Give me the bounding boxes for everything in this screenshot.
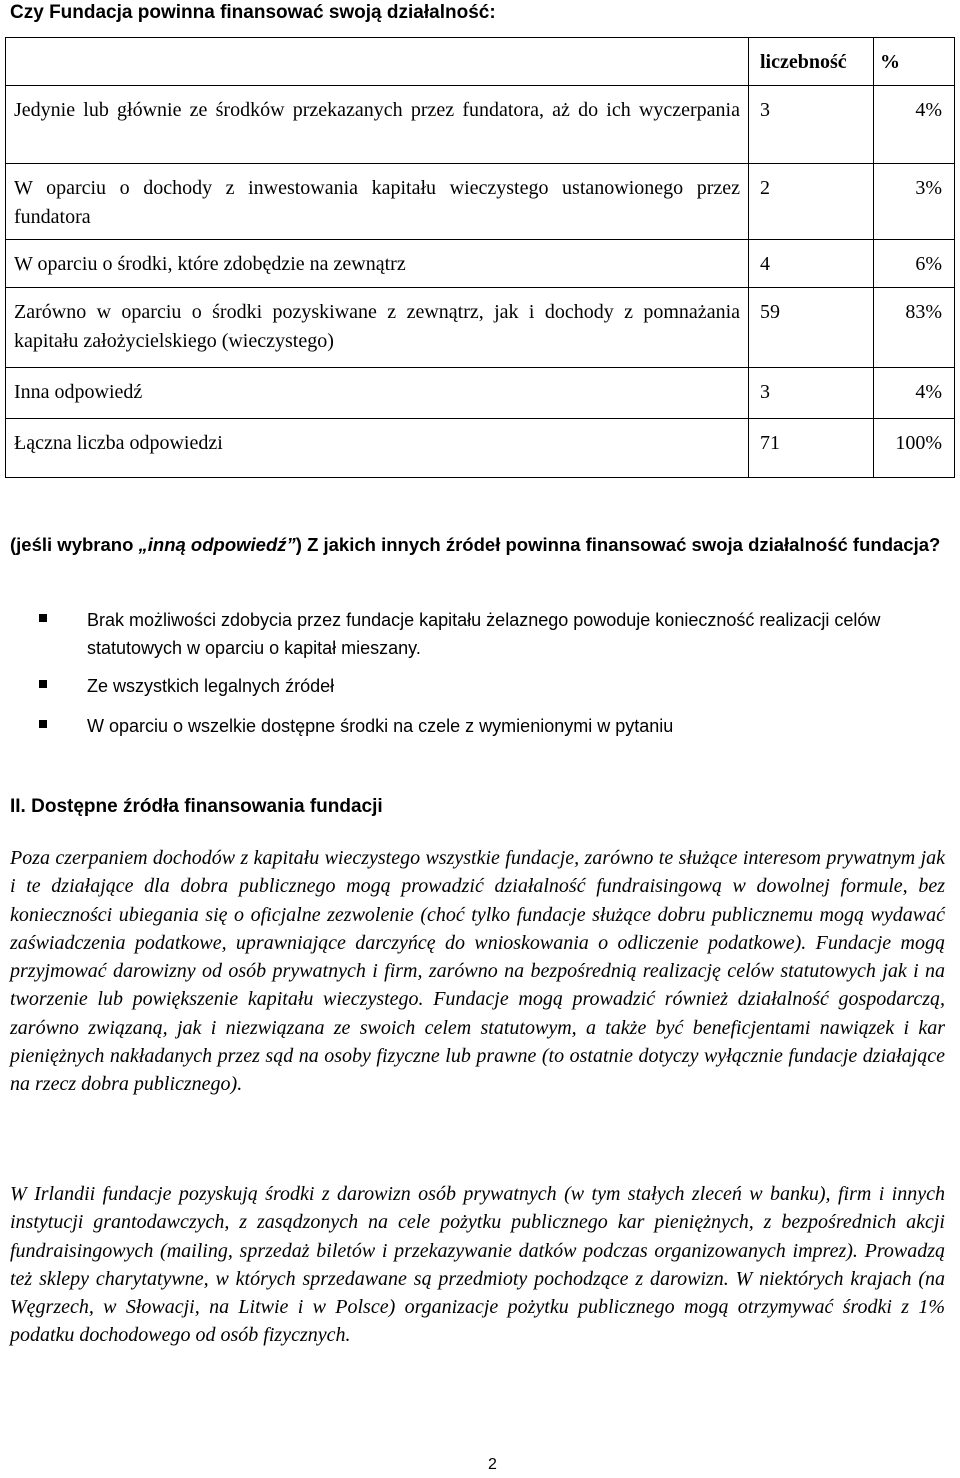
table-header-row <box>6 38 955 86</box>
list-item-text: Ze wszystkich legalnych źródeł <box>87 676 335 696</box>
percent-cell: 6% <box>874 240 955 288</box>
section-title: II. Dostępne źródła finansowania fundacji <box>10 796 383 817</box>
count-cell: 3 <box>749 86 874 164</box>
square-bullet-icon <box>39 680 47 688</box>
answer-cell: Łączna liczba odpowiedzi <box>6 419 749 478</box>
percent-cell: 100% <box>874 419 955 478</box>
answer-cell: W oparciu o środki, które zdobędzie na zewnątrz <box>6 240 749 288</box>
count-cell: 4 <box>749 240 874 288</box>
answer-cell: Zarówno w oparciu o środki pozyskiwane z zewnątrz, jak i dochody z pomnażania kapitału założycielskiego (wieczystego) <box>6 288 749 368</box>
table-row <box>6 240 955 288</box>
list-item <box>10 712 945 740</box>
followup-prefix: (jeśli wybrano <box>10 534 139 555</box>
table-row <box>6 368 955 419</box>
list-item <box>10 672 945 700</box>
table-row <box>6 86 955 164</box>
table-row <box>6 164 955 240</box>
header-percent: % <box>874 38 955 86</box>
question-heading: Czy Fundacja powinna finansować swoją działalność: <box>10 2 496 23</box>
square-bullet-icon <box>39 614 47 622</box>
followup-emphasis: „inną odpowiedź” <box>138 534 296 555</box>
table-row <box>6 419 955 478</box>
table-row <box>6 288 955 368</box>
percent-cell: 83% <box>874 288 955 368</box>
answer-cell: W oparciu o dochody z inwestowania kapitału wieczystego ustanowionego przez fundatora <box>6 164 749 240</box>
answer-cell: Jedynie lub głównie ze środków przekazanych przez fundatora, aż do ich wyczerpania <box>6 86 749 164</box>
answer-list <box>10 606 945 750</box>
count-cell: 59 <box>749 288 874 368</box>
count-cell: 2 <box>749 164 874 240</box>
percent-cell: 3% <box>874 164 955 240</box>
count-cell: 71 <box>749 419 874 478</box>
list-item-text: W oparciu o wszelkie dostępne środki na czele z wymienionymi w pytaniu <box>87 716 674 736</box>
page-number: 2 <box>488 1456 497 1473</box>
count-cell: 3 <box>749 368 874 419</box>
followup-question <box>10 532 942 558</box>
results-table <box>5 37 955 478</box>
square-bullet-icon <box>39 720 47 728</box>
header-count: liczebność <box>749 38 874 86</box>
header-answer <box>6 38 749 86</box>
percent-cell: 4% <box>874 86 955 164</box>
followup-suffix: ) Z jakich innych źródeł powinna finansować swoja działalność fundacja? <box>295 534 941 555</box>
body-paragraph: W Irlandii fundacje pozyskują środki z darowizn osób prywatnych (w tym stałych zleceń w banku), firm i innych instytucji grantodawczych, z zasądzonych na cele pożytku publicznego kar pieniężnych, z bezpośrednich akcji fundraisingowych (mailing, sprzedaż biletów i przekazywanie datków podczas organizowanych imprez). Prowadzą też sklepy charytatywne, w których sprzedawane są przedmioty pochodzące z darowizn. W niektórych krajach (na Węgrzech, w Słowacji, na Litwie i w Polsce) organizacje pożytku publicznego mogą otrzymywać środki z 1% podatku dochodowego od osób fizycznych. <box>10 1183 945 1347</box>
list-item <box>10 606 945 662</box>
list-item-text: Brak możliwości zdobycia przez fundacje kapitału żelaznego powoduje konieczność realizacji celów statutowych w oparciu o kapitał mieszany. <box>87 610 881 658</box>
answer-cell: Inna odpowiedź <box>6 368 749 419</box>
percent-cell: 4% <box>874 368 955 419</box>
body-paragraph: Poza czerpaniem dochodów z kapitału wieczystego wszystkie fundacje, zarówno te służące interesom prywatnym jak i te działające dla dobra publicznego mogą prowadzić działalność fundraisingową w dowolnej formule, bez konieczności ubiegania się o oficjalne zezwolenie (choć tylko fundacje służące dobru publicznemu mogą wydawać zaświadczenia podatkowe, uprawniające darczyńcę do wnioskowania o odliczenie podatkowe). Fundacje mogą przyjmować darowizny od osób prywatnych i firm, zarówno na bezpośrednią realizację celów statutowych jak i na tworzenie lub powiększenie kapitału wieczystego. Fundacje mogą prowadzić również działalność gospodarczą, zarówno związaną, jak i niezwiązana ze swoich celem statutowym, a także być beneficjentami nawiązek i kar pieniężnych nakładanych przez sąd na osoby fizyczne lub prawne (to ostatnie dotyczy wyłącznie fundacje działające na rzecz dobra publicznego). <box>10 847 945 1096</box>
